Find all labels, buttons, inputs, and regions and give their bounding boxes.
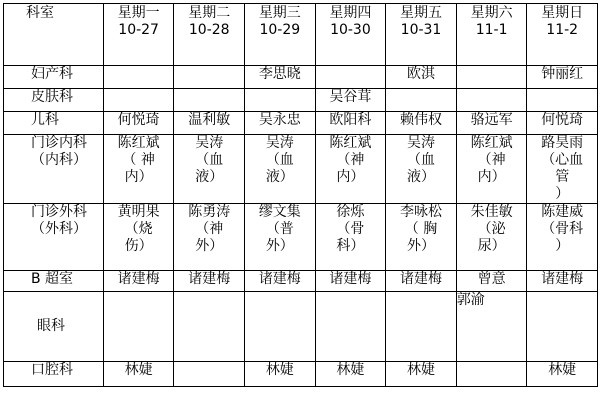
department-name: [4, 271, 104, 292]
day-date: 10-31: [400, 22, 442, 38]
duty-cell-line: （神: [477, 152, 506, 168]
duty-cell: [103, 89, 174, 112]
duty-cell-line: 路昊雨: [541, 135, 584, 151]
duty-cell: [245, 89, 316, 112]
day-header: [174, 4, 245, 66]
day-name: 星期日: [541, 5, 584, 21]
duty-cell-line: 诸建梅: [329, 271, 372, 287]
duty-cell-line: （骨: [336, 221, 365, 237]
duty-cell-line: 陈红斌: [470, 135, 513, 151]
duty-schedule-table: [3, 3, 598, 387]
day-name: 星期一: [117, 5, 160, 21]
department-row: [4, 204, 598, 271]
day-header: [315, 4, 386, 66]
duty-cell: [103, 271, 174, 292]
duty-cell: [103, 292, 174, 362]
department-row: [4, 112, 598, 135]
duty-cell-line: 外）: [407, 238, 435, 254]
department-name-line: 妇产科: [31, 66, 73, 82]
day-name: 星期四: [329, 5, 372, 21]
duty-cell: [103, 204, 174, 271]
duty-cell-line: 陈红斌: [117, 135, 160, 151]
duty-cell-line: （神: [336, 152, 365, 168]
department-row: [4, 66, 598, 89]
duty-cell-line: （心血: [541, 152, 584, 168]
duty-cell: [103, 66, 174, 89]
duty-cell: [245, 66, 316, 89]
duty-cell-line: 徐烁: [336, 204, 365, 220]
duty-cell: [386, 204, 457, 271]
department-name-line: 眼科: [37, 318, 65, 334]
day-header: [245, 4, 316, 66]
duty-cell: [174, 89, 245, 112]
duty-cell: [527, 292, 598, 362]
duty-cell-line: 吴谷茸: [329, 89, 372, 105]
duty-cell-line: 内）: [124, 169, 153, 185]
duty-cell-line: 林婕: [548, 362, 577, 378]
day-date: 10-30: [330, 22, 371, 38]
duty-cell: [245, 204, 316, 271]
day-date: 11-2: [546, 22, 579, 38]
duty-cell-line: （烧: [124, 221, 153, 237]
duty-cell-line: ）: [555, 238, 570, 254]
duty-cell-line: 诸建梅: [117, 271, 160, 287]
duty-cell: [456, 362, 527, 387]
duty-cell-line: （ 胸: [404, 221, 438, 237]
duty-cell-line: 林婕: [124, 362, 153, 378]
duty-cell-line: 尿）: [477, 238, 506, 254]
duty-cell: [174, 362, 245, 387]
duty-cell-line: 吴涛: [195, 135, 224, 151]
duty-cell-line: 吴涛: [265, 135, 294, 151]
duty-cell-line: 液）: [265, 169, 294, 185]
day-date: 11-1: [475, 22, 508, 38]
duty-cell-line: 赖伟权: [400, 112, 442, 128]
duty-cell-line: （神: [195, 221, 224, 237]
duty-cell-line: 林婕: [265, 362, 294, 378]
duty-cell-line: 外）: [195, 238, 224, 254]
corner-label: 科室: [4, 4, 104, 66]
department-row: [4, 362, 598, 387]
duty-cell-line: 缪文集: [258, 204, 301, 220]
department-name: [4, 66, 104, 89]
duty-cell: [245, 292, 316, 362]
duty-cell: [315, 66, 386, 89]
duty-cell-line: 诸建梅: [541, 271, 584, 287]
department-name-line: 口腔科: [31, 362, 73, 378]
duty-cell: [386, 89, 457, 112]
duty-cell: [386, 292, 457, 362]
duty-cell-line: （普: [265, 221, 294, 237]
duty-cell-line: （泌: [477, 221, 506, 237]
duty-cell-line: 温利敏: [188, 112, 231, 128]
duty-cell: [527, 204, 598, 271]
department-row: [4, 271, 598, 292]
duty-cell-line: 诸建梅: [188, 271, 231, 287]
department-name-line: （内科）: [31, 152, 87, 168]
duty-cell-line: 液）: [407, 169, 435, 185]
department-name-line: （外科）: [31, 221, 87, 237]
duty-cell-line: 朱佳敏: [470, 204, 513, 220]
duty-cell-line: 吴涛: [407, 135, 435, 151]
duty-cell: [315, 135, 386, 204]
header-row: [4, 4, 598, 66]
duty-cell-line: 何悦琦: [117, 112, 160, 128]
duty-cell-line: 内）: [477, 169, 506, 185]
duty-cell-line: （血: [195, 152, 224, 168]
duty-cell-line: 欧阳科: [329, 112, 372, 128]
day-name: 星期六: [470, 5, 513, 21]
duty-cell-line: 李咏松: [400, 204, 442, 220]
duty-cell: [456, 292, 527, 362]
department-name: [4, 89, 104, 112]
duty-cell: [174, 135, 245, 204]
duty-cell: [174, 112, 245, 135]
duty-cell: [456, 271, 527, 292]
duty-cell: [315, 292, 386, 362]
duty-cell: [527, 362, 598, 387]
day-header: [103, 4, 174, 66]
duty-cell-line: 陈建威: [541, 204, 584, 220]
duty-cell-line: 液）: [195, 169, 224, 185]
day-name: 星期二: [188, 5, 231, 21]
duty-cell: [527, 66, 598, 89]
duty-cell: [456, 112, 527, 135]
duty-cell: [527, 112, 598, 135]
duty-cell-line: （血: [265, 152, 294, 168]
duty-cell-line: （骨科: [541, 221, 584, 237]
duty-cell: [386, 66, 457, 89]
duty-cell-line: 陈红斌: [329, 135, 372, 151]
duty-cell: [174, 204, 245, 271]
department-name: [4, 112, 104, 135]
department-name-line: 门诊外科: [31, 204, 87, 220]
duty-cell-line: 曾意: [477, 271, 506, 287]
duty-cell: [527, 135, 598, 204]
duty-cell: [527, 271, 598, 292]
duty-cell: [315, 271, 386, 292]
duty-cell: [315, 362, 386, 387]
duty-cell-line: 林婕: [407, 362, 435, 378]
day-date: 10-28: [188, 22, 230, 38]
duty-cell: [245, 135, 316, 204]
duty-cell-line: 骆远军: [470, 112, 513, 128]
duty-cell: [103, 135, 174, 204]
duty-cell-line: 林婕: [336, 362, 365, 378]
duty-cell-line: 郭渝: [456, 292, 485, 308]
duty-cell-line: 诸建梅: [400, 271, 442, 287]
duty-cell-line: ）: [555, 186, 570, 202]
department-row: [4, 89, 598, 112]
day-name: 星期五: [400, 5, 442, 21]
day-name: 星期三: [258, 5, 301, 21]
duty-cell-line: 内）: [336, 169, 365, 185]
day-date: 10-29: [259, 22, 301, 38]
department-row: [4, 292, 598, 362]
duty-cell: [174, 271, 245, 292]
department-name: [4, 292, 104, 362]
duty-cell: [174, 292, 245, 362]
duty-cell-line: 诸建梅: [258, 271, 301, 287]
duty-cell: [456, 66, 527, 89]
duty-cell-line: （血: [407, 152, 435, 168]
duty-cell: [527, 89, 598, 112]
duty-cell-line: 欧淇: [407, 66, 435, 82]
duty-cell: [456, 89, 527, 112]
duty-cell-line: 钟丽红: [541, 66, 584, 82]
day-header: [386, 4, 457, 66]
duty-cell: [315, 89, 386, 112]
duty-cell-line: （ 神: [122, 152, 155, 168]
department-name-line: 门诊内科: [31, 135, 87, 151]
duty-cell-line: 外）: [265, 238, 294, 254]
duty-cell: [245, 271, 316, 292]
duty-cell: [245, 112, 316, 135]
department-name: [4, 362, 104, 387]
duty-cell-line: 伤）: [124, 238, 153, 254]
department-name-line: 皮肤科: [31, 89, 73, 105]
duty-cell: [103, 362, 174, 387]
duty-cell: [315, 112, 386, 135]
day-header: [527, 4, 598, 66]
day-header: [456, 4, 527, 66]
duty-cell-line: 陈勇涛: [188, 204, 231, 220]
duty-cell: [386, 271, 457, 292]
duty-cell: [174, 66, 245, 89]
day-date: 10-27: [118, 22, 159, 38]
duty-cell: [456, 204, 527, 271]
duty-cell-line: 黄明果: [117, 204, 160, 220]
duty-cell-line: 科）: [336, 238, 365, 254]
duty-cell: [386, 135, 457, 204]
duty-cell: [315, 204, 386, 271]
department-name: [4, 135, 104, 204]
department-row: [4, 135, 598, 204]
duty-cell-line: 吴永忠: [258, 112, 301, 128]
department-name: [4, 204, 104, 271]
duty-cell: [386, 112, 457, 135]
department-name-line: 儿科: [31, 112, 59, 128]
duty-cell: [245, 362, 316, 387]
duty-cell-line: 何悦琦: [541, 112, 584, 128]
duty-cell-line: 李思晓: [258, 66, 301, 82]
department-name-line: B 超室: [31, 271, 74, 287]
duty-cell: [103, 112, 174, 135]
duty-cell-line: 管: [555, 169, 570, 185]
duty-cell: [386, 362, 457, 387]
duty-cell: [456, 135, 527, 204]
